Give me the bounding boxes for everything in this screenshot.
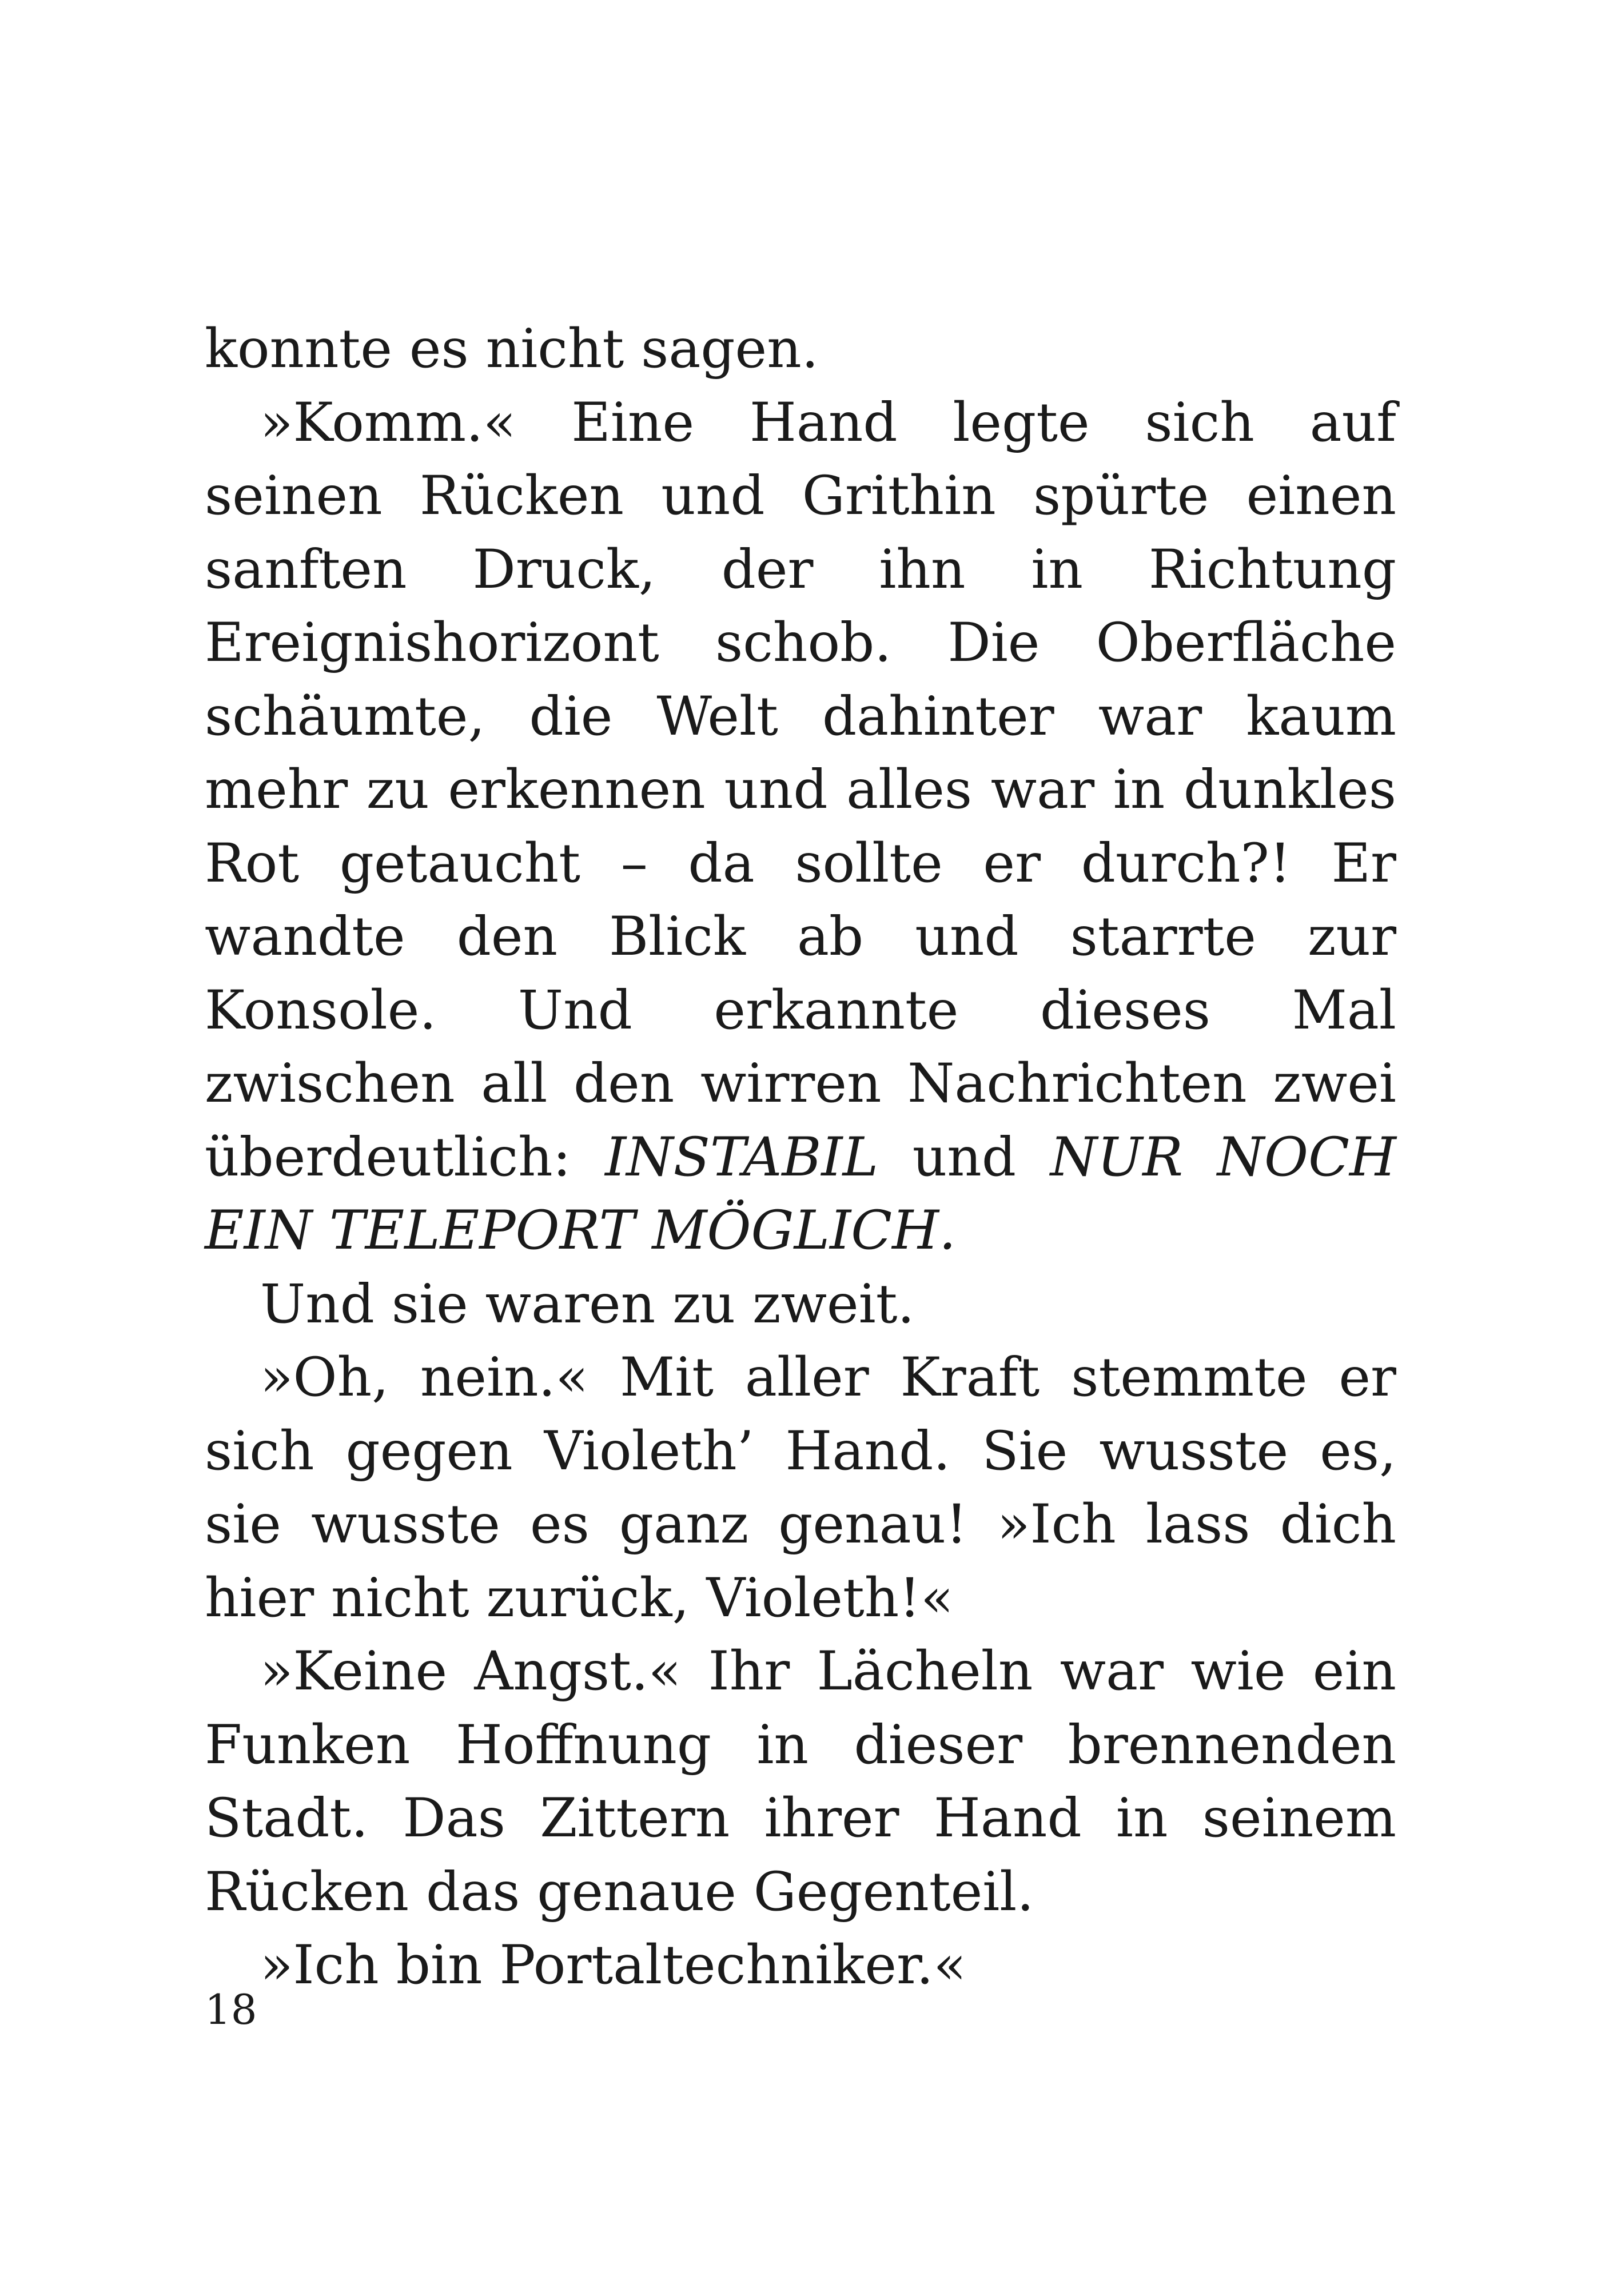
body-text bbox=[205, 313, 1396, 2003]
paragraph bbox=[205, 1341, 1396, 1635]
page-number: 18 bbox=[205, 1986, 257, 2034]
text-segment: »Ich bin Portaltechniker.« bbox=[260, 1934, 966, 1996]
paragraph bbox=[205, 386, 1396, 1268]
paragraph bbox=[205, 1635, 1396, 1929]
emphasis-text: INSTABIL bbox=[605, 1126, 878, 1189]
text-segment: »Keine Angst.« Ihr Lächeln war wie ein Funken Hoffnung in dieser brennenden Stadt. Das Zittern ihrer Hand in seinem Rücken das genaue Gegenteil. bbox=[205, 1640, 1396, 1923]
text-segment: und bbox=[878, 1126, 1050, 1189]
paragraph bbox=[205, 1268, 1396, 1342]
emphasis-text: NUR NOCH EIN TELEPORT MÖGLICH. bbox=[205, 1126, 1396, 1262]
paragraph bbox=[205, 1929, 1396, 2003]
text-segment: konnte es nicht sagen. bbox=[205, 318, 819, 380]
text-segment: »Komm.« Eine Hand legte sich auf seinen Rücken und Grithin spürte einen sanften Druck, der ihn in Richtung Ereignishorizont schob. Die Oberfläche schäumte, die Welt dahinter war kaum mehr zu erkennen und alles war in dunkles Rot getaucht – da sollte er durch?! Er wandte den Blick ab und starrte zur Konsole. Und erkannte dieses Mal zwischen all den wirren Nachrichten zwei überdeutlich: bbox=[205, 391, 1396, 1189]
text-segment: »Oh, nein.« Mit aller Kraft stemmte er sich gegen Violeth’ Hand. Sie wusste es, sie wusste es ganz genau! »Ich lass dich hier nicht zurück, Violeth!« bbox=[205, 1346, 1396, 1629]
text-segment: Und sie waren zu zweit. bbox=[260, 1273, 915, 1336]
paragraph bbox=[205, 313, 1396, 386]
